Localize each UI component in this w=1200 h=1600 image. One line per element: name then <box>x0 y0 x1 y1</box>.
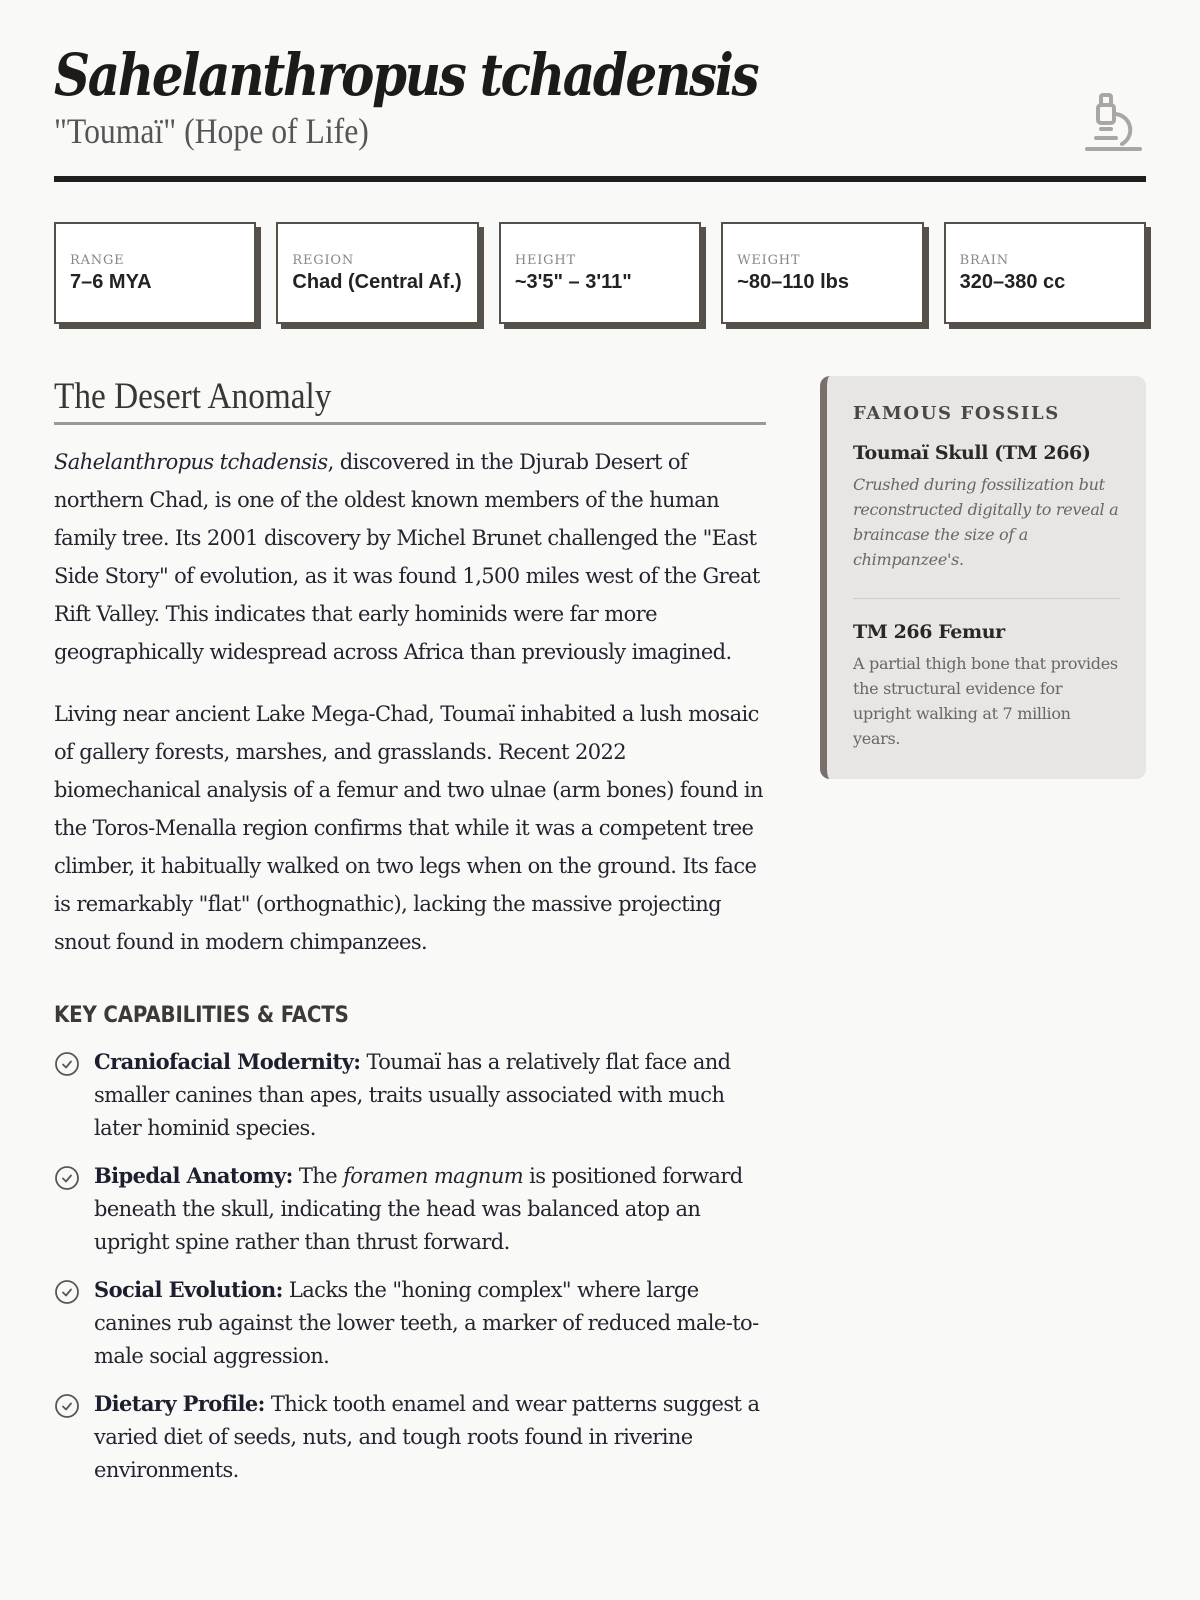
stat-value: 320–380 cc <box>959 270 1066 293</box>
section-title <box>54 376 766 425</box>
fact-body: Toumaï has a relatively flat face and smaller canines than apes, traits usually associated with much later hominid species. <box>94 1050 731 1140</box>
stat-value: ~3'5" – 3'11" <box>514 270 632 293</box>
species-name-italic: Sahelanthropus tchadensis <box>54 450 328 474</box>
stat-value: 7–6 MYA <box>70 270 152 293</box>
page-header <box>54 0 1146 182</box>
famous-fossils-panel <box>820 376 1146 779</box>
section-title-text: The Desert Anomaly <box>54 376 332 417</box>
fossil-entry <box>853 619 1120 751</box>
fact-body: is positioned forward beneath the skull, indicating the head was balanced atop an upright spine rather than thrust forward. <box>94 1164 743 1254</box>
fact-item <box>54 1159 766 1259</box>
stat-label: HEIGHT <box>514 252 576 268</box>
fact-body: Lacks the "honing complex" where large canines rub against the lower teeth, a marker of reduced male-to-male social aggression. <box>94 1278 759 1368</box>
facts-heading: KEY CAPABILITIES & FACTS <box>54 1003 349 1028</box>
fact-item <box>54 1045 766 1145</box>
fact-label: Social Evolution: <box>94 1277 283 1302</box>
facts-list <box>54 1045 766 1487</box>
fact-item <box>54 1387 766 1487</box>
sidebar <box>820 376 1146 1501</box>
stat-card-brain <box>944 222 1146 324</box>
fossil-description: A partial thigh bone that provides the structural evidence for upright walking at 7 million years. <box>853 654 1118 748</box>
fact-label: Craniofacial Modernity: <box>94 1049 361 1074</box>
fossil-description: Crushed during fossilization but reconstructed digitally to reveal a braincase the size of a chimpanzee's. <box>853 475 1119 569</box>
fact-body: Thick tooth enamel and wear patterns suggest a varied diet of seeds, nuts, and tough roots found in riverine environments. <box>94 1392 760 1482</box>
stat-label: RANGE <box>70 252 125 268</box>
fossil-entry <box>853 440 1120 572</box>
fact-label: Dietary Profile: <box>94 1391 265 1416</box>
fact-item <box>54 1273 766 1373</box>
divider <box>853 598 1120 599</box>
check-circle-icon <box>54 1165 80 1191</box>
page-title: Sahelanthropus tchadensis <box>54 41 758 109</box>
stat-card-region <box>276 222 478 324</box>
content-area <box>54 376 1146 1501</box>
stat-label: BRAIN <box>959 252 1009 268</box>
stat-value: Chad (Central Af.) <box>292 270 462 293</box>
microscope-icon <box>1084 92 1144 156</box>
fact-text <box>94 1387 766 1487</box>
intro-paragraph-text: , discovered in the Djurab Desert of northern Chad, is one of the oldest known members of the human family tree. Its 2001 discovery by Michel Brunet challenged the "East Side Story" of evolution, as it was found 1,500 miles west of the Great Rift Valley. This indicates that early hominids were far more geographically widespread across Africa than previously imagined. <box>54 450 760 664</box>
fact-body-pre: The <box>292 1164 344 1188</box>
famous-fossils-heading: FAMOUS FOSSILS <box>853 403 1060 424</box>
check-circle-icon <box>54 1279 80 1305</box>
stat-card-weight <box>721 222 923 324</box>
main-column <box>54 376 766 1501</box>
habitat-paragraph: Living near ancient Lake Mega-Chad, Toumaï inhabited a lush mosaic of gallery forests, marshes, and grasslands. Recent 2022 biomechanical analysis of a femur and two ulnae (arm bones) found in the Toros-Menalla region confirms that while it was a competent tree climber, it habitually walked on two legs when on the ground. Its face is remarkably "flat" (orthognathic), lacking the massive projecting snout found in modern chimpanzees. <box>54 702 763 954</box>
fossil-name: TM 266 Femur <box>853 621 1005 643</box>
stat-label: REGION <box>292 252 355 268</box>
stat-value: ~80–110 lbs <box>737 270 849 293</box>
intro-paragraph <box>54 443 766 671</box>
fact-body-italic: foramen magnum <box>343 1164 524 1188</box>
stat-card-height <box>499 222 701 324</box>
check-circle-icon <box>54 1051 80 1077</box>
check-circle-icon <box>54 1393 80 1419</box>
fact-text <box>94 1159 766 1259</box>
stats-row <box>54 222 1146 324</box>
fact-text <box>94 1045 766 1145</box>
page-subtitle: "Toumaï" (Hope of Life) <box>54 111 369 151</box>
stat-card-range <box>54 222 256 324</box>
fossil-name: Toumaï Skull (TM 266) <box>853 442 1091 464</box>
fact-label: Bipedal Anatomy: <box>94 1163 293 1188</box>
fact-text <box>94 1273 766 1373</box>
stat-label: WEIGHT <box>737 252 801 268</box>
